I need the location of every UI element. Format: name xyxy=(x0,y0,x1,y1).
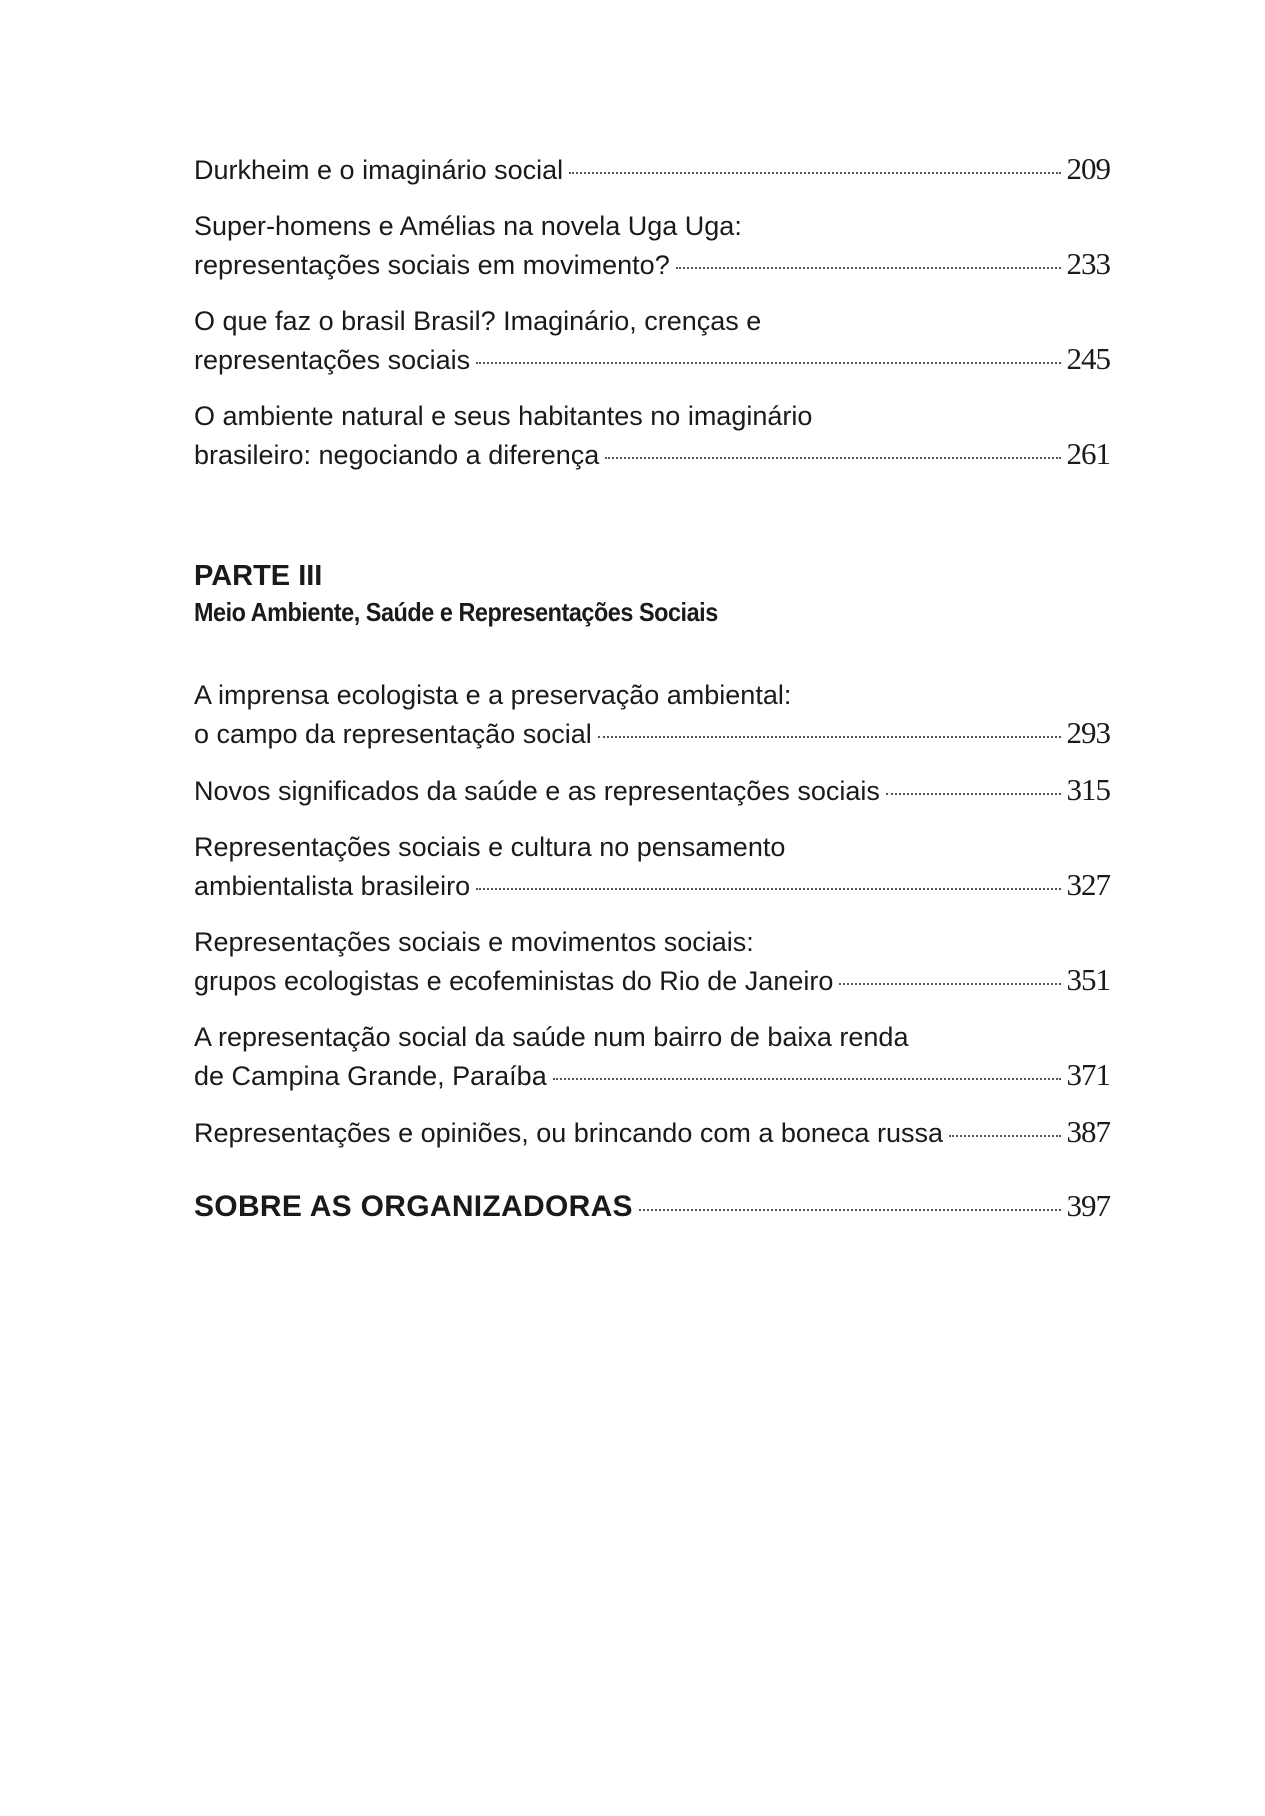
toc-entry xyxy=(194,397,1110,474)
toc-page-number: 315 xyxy=(1066,772,1110,807)
toc-entry-title-line: representações sociais xyxy=(194,345,471,375)
toc-entry xyxy=(194,923,1110,1000)
toc-entry xyxy=(194,771,1110,810)
toc-page-number: 245 xyxy=(1066,341,1110,376)
dot-leader xyxy=(949,1135,1061,1137)
toc-entry xyxy=(194,302,1110,379)
toc-entry-title-line: brasileiro: negociando a diferença xyxy=(194,440,600,470)
toc-section-b xyxy=(194,676,1110,1152)
dot-leader xyxy=(676,267,1061,269)
toc-entry xyxy=(194,1018,1110,1095)
toc-entry-title: Durkheim e o imaginário social xyxy=(194,155,564,185)
dot-leader xyxy=(476,362,1060,364)
toc-page-number: 261 xyxy=(1066,436,1110,471)
toc-page-number: 397 xyxy=(1066,1188,1110,1223)
toc-entry-title-line: O ambiente natural e seus habitantes no imaginário xyxy=(194,401,813,431)
part-label: PARTE III xyxy=(194,560,323,592)
toc-entry-title-line: O que faz o brasil Brasil? Imaginário, crenças e xyxy=(194,306,762,336)
toc-entry-title-line: ambientalista brasileiro xyxy=(194,871,471,901)
toc-entry-title-line: representações sociais em movimento? xyxy=(194,250,670,280)
toc-entry-title: Novos significados da saúde e as representações sociais xyxy=(194,776,880,806)
dot-leader xyxy=(886,793,1061,795)
toc-page-number: 209 xyxy=(1066,151,1110,186)
dot-leader xyxy=(476,888,1060,890)
toc-entry-title: Representações e opiniões, ou brincando com a boneca russa xyxy=(194,1118,943,1148)
toc-page-number: 233 xyxy=(1066,246,1110,281)
toc-entry-title-line: Representações sociais e cultura no pensamento xyxy=(194,832,786,862)
toc-entry xyxy=(194,828,1110,905)
toc-entry-title-line: Representações sociais e movimentos sociais: xyxy=(194,927,754,957)
toc-entry xyxy=(194,207,1110,284)
toc-final-title: SOBRE AS ORGANIZADORAS xyxy=(194,1190,633,1223)
toc-entry-title-line: o campo da representação social xyxy=(194,719,592,749)
toc-entry-title-line: Super-homens e Amélias na novela Uga Uga: xyxy=(194,211,742,241)
toc-page-number: 351 xyxy=(1066,962,1110,997)
toc-page-number: 293 xyxy=(1066,715,1110,750)
dot-leader xyxy=(553,1078,1061,1080)
toc-page-number: 327 xyxy=(1066,867,1110,902)
toc-entry xyxy=(194,676,1110,753)
toc-entry-title-line: de Campina Grande, Paraíba xyxy=(194,1061,547,1091)
toc-final-entry xyxy=(194,1188,1110,1224)
part-heading xyxy=(194,558,1110,630)
toc-entry-title-line: A imprensa ecologista e a preservação ambiental: xyxy=(194,680,792,710)
toc-section-a xyxy=(194,150,1110,474)
toc-page-number: 387 xyxy=(1066,1114,1110,1149)
toc-entry-title-line: A representação social da saúde num bairro de baixa renda xyxy=(194,1022,909,1052)
dot-leader xyxy=(839,983,1060,985)
toc-page-number: 371 xyxy=(1066,1057,1110,1092)
toc-entry-title-line: grupos ecologistas e ecofeministas do Rio de Janeiro xyxy=(194,966,834,996)
dot-leader xyxy=(605,457,1060,459)
dot-leader xyxy=(598,736,1061,738)
table-of-contents xyxy=(194,150,1110,1224)
part-subtitle: Meio Ambiente, Saúde e Representações Sociais xyxy=(194,597,718,627)
toc-entry xyxy=(194,150,1110,189)
toc-entry xyxy=(194,1113,1110,1152)
dot-leader xyxy=(639,1209,1061,1211)
dot-leader xyxy=(569,172,1060,174)
